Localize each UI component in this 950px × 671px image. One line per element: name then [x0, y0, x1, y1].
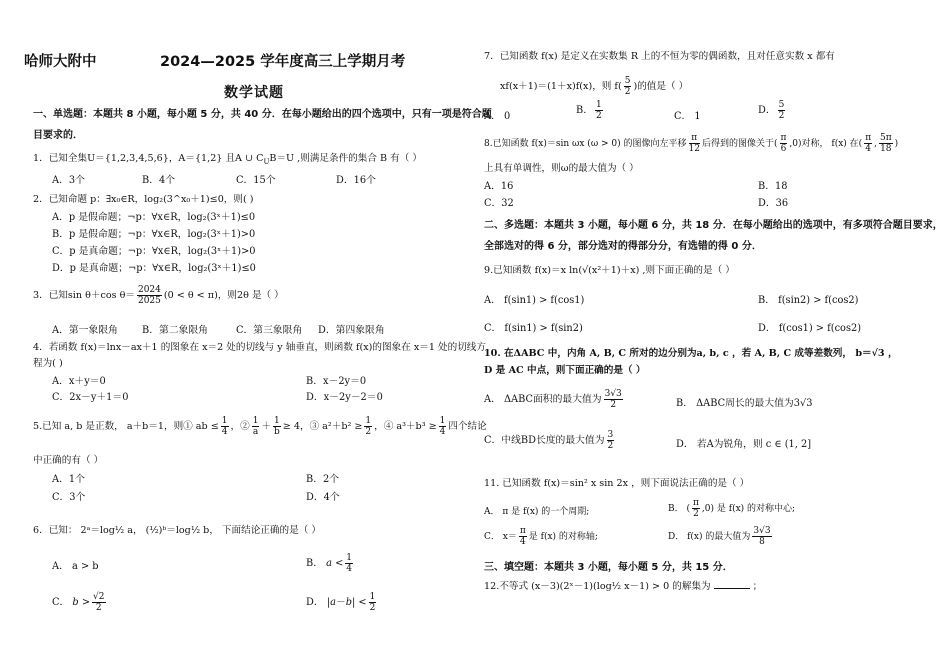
- q4-option-a[interactable]: A．x＋y＝0: [52, 376, 106, 387]
- q2-option-d[interactable]: D．p 是真命题；¬p：∀x∈R，log₂(3ˣ＋1)≤0: [52, 263, 256, 274]
- question-1: 1．已知全集U＝{1,2,3,4,5,6}，A＝{1,2} 且A ∪ $C_UB=U$ ,则满足条件的集合 B 有（ ）: [33, 153, 422, 166]
- q6-option-c[interactable]: C． b > $\frac{√2}{2}$: [52, 592, 105, 613]
- q8-option-a[interactable]: A．16: [484, 181, 514, 192]
- q5-option-d[interactable]: D．4个: [306, 492, 340, 503]
- q5-option-c[interactable]: C．3个: [52, 492, 86, 503]
- section-multi-choice: 二、多选题：本题共 3 小题，每小题 6 分，共 18 分．在每小题给出的选项中，有多项符合题目要求，: [484, 220, 943, 231]
- question-12: 12.不等式 (x－3)(2ˣ－1)(log½ x－1) > 0 的解集为 ；: [484, 581, 763, 592]
- q7-option-a[interactable]: A． 0: [484, 111, 511, 122]
- q10-option-a[interactable]: A． ΔABC面积的最大值为 $\frac{3√3}{2}$: [484, 389, 622, 410]
- q5-option-b[interactable]: B．2个: [306, 474, 340, 485]
- question-8-stem-cont: 上具有单调性，则ω的最大值为（ ）: [484, 163, 639, 174]
- q6-option-b[interactable]: B． a < $\frac{1}{4}$: [306, 553, 353, 574]
- q8-option-c[interactable]: C．32: [484, 198, 514, 209]
- question-5-stem-cont: 中正确的有（ ）: [33, 455, 104, 466]
- q8-option-b[interactable]: B．18: [758, 181, 788, 192]
- question-5: 5.已知 a, b 是正数， a＋b＝1，则① ab ≤ $\frac{1}{4}$ ，② $\frac{1}{a}$ ＋ $\frac{1}{b}$ ≥ 4，③ a²＋b² ≥ $\frac{1}{2}$ ，④ a³＋b³ ≥ $\frac{1}{4}$ 四个结论: [33, 416, 487, 437]
- q6-option-a[interactable]: A． a > b: [52, 561, 99, 572]
- school-name: 哈师大附中: [24, 54, 97, 70]
- q1-option-b[interactable]: B．4个: [142, 175, 176, 186]
- q11-option-a[interactable]: A． π 是 f(x) 的一个周期;: [484, 507, 590, 517]
- question-4-stem: 4．若函数 f(x)＝lnx－ax＋1 的图象在 x＝2 处的切线与 y 轴垂直，则函数 f(x)的图象在 x＝1 处的切线方: [33, 342, 486, 353]
- section-multi-choice-cont: 全部选对的得 6 分，部分选对的得部分分，有选错的得 0 分．: [484, 241, 762, 252]
- q10-option-d[interactable]: D． 若A为锐角，则 c ∈ (1, 2]: [676, 439, 812, 450]
- q3-option-c[interactable]: C．第三象限角: [236, 325, 303, 336]
- question-9-stem: 9.已知函数 f(x)＝x ln(√(x²＋1)＋x) ,则下面正确的是（ ）: [484, 265, 735, 276]
- q7-option-d[interactable]: D． $\frac{5}{2}$: [758, 100, 785, 121]
- question-2-stem: 2．已知命题 p：∃x₀∈R，log₂(3^x₀＋1)≤0，则( ): [33, 194, 254, 205]
- section-single-choice: 一、单选题：本题共 8 小题，每小题 5 分，共 40 分．在每小题给出的四个选项中，只有一项是符合题: [33, 109, 492, 120]
- q2-option-a[interactable]: A．p 是假命题；¬p：∀x∈R，log₂(3ˣ＋1)≤0: [52, 212, 256, 223]
- q5-option-a[interactable]: A．1个: [52, 474, 85, 485]
- q1-option-a[interactable]: A．3个: [52, 175, 85, 186]
- q3-option-b[interactable]: B．第二象限角: [142, 325, 208, 336]
- q9-option-c[interactable]: C． f(sin1) > f(sin2): [484, 323, 583, 334]
- q6-option-d[interactable]: D． |a－b| < $\frac{1}{2}$: [306, 592, 376, 613]
- q2-option-c[interactable]: C．p 是真命题；¬p：∀x∈R，log₂(3ˣ＋1)>0: [52, 246, 256, 257]
- q7-option-c[interactable]: C． 1: [674, 111, 701, 122]
- question-8: 8.已知函数 f(x)＝sin ωx (ω > 0) 的图像向左平移 $\frac{\pi}{12}$ 后得到的图像关于( $\frac{\pi}{6}$ ,0)对称， f(x) 在( $\frac{\pi}{4}$ , $\frac{5\pi}{18}$ ): [484, 133, 899, 154]
- q8-option-d[interactable]: D．36: [758, 198, 789, 209]
- q11-option-b[interactable]: B． ( $\frac{\pi}{2}$ ,0) 是 f(x) 的对称中心;: [668, 498, 796, 519]
- question-10-stem: 10. 在ΔABC 中，内角 A, B, C 所对的边分别为a, b, c ，若 A, B, C 成等差数列， b＝√3 ，: [484, 348, 898, 359]
- q10-option-b[interactable]: B． ΔABC周长的最大值为3√3: [676, 398, 813, 409]
- q11-option-c[interactable]: C． x＝ $\frac{\pi}{4}$ 是 f(x) 的对称轴;: [484, 526, 598, 547]
- q9-option-b[interactable]: B． f(sin2) > f(cos2): [758, 295, 859, 306]
- q1-option-d[interactable]: D．16个: [336, 175, 376, 186]
- page-title: 数学试题: [224, 85, 284, 101]
- question-1-stem: 1．已知全集U＝{1,2,3,4,5,6}，A＝{1,2} 且A ∪ C: [33, 153, 264, 164]
- q3-fraction: $\frac{2024}{2025}$: [137, 285, 161, 306]
- exam-term: 2024—2025 学年度高三上学期月考: [160, 54, 406, 70]
- question-11-stem: 11. 已知函数 f(x)＝sin² x sin 2x ，则下面说法正确的是（ ）: [484, 478, 750, 489]
- q2-option-b[interactable]: B．p 是假命题；¬p：∀x∈R，log₂(3ˣ＋1)>0: [52, 229, 256, 240]
- question-10-stem-cont: D 是 AC 中点，则下面正确的是（ ）: [484, 365, 646, 376]
- question-7-stem: 7．已知函数 f(x) 是定义在实数集 R 上的不恒为零的偶函数，且对任意实数 x 都有: [484, 51, 835, 62]
- q4-option-b[interactable]: B．x－2y＝0: [306, 376, 367, 387]
- question-4-stem-cont: 程为( ): [33, 358, 63, 369]
- q3-option-a[interactable]: A．第一象限角: [52, 325, 118, 336]
- q9-option-a[interactable]: A． f(sin1) > f(cos1): [484, 295, 585, 306]
- q4-option-d[interactable]: D．x－2y－2＝0: [306, 392, 383, 403]
- answer-blank[interactable]: [714, 588, 750, 589]
- q3-option-d[interactable]: D．第四象限角: [318, 325, 385, 336]
- question-3: 3．已知sin θ＋cos θ＝ $\frac{2024}{2025}$ (0 < θ < π)，则2θ 是（ ）: [33, 285, 284, 306]
- section-single-choice-cont: 目要求的．: [33, 130, 83, 141]
- q4-option-c[interactable]: C．2x－y＋1＝0: [52, 392, 129, 403]
- q1-option-c[interactable]: C．15个: [236, 175, 276, 186]
- q10-option-c[interactable]: C．中线BD长度的最大值为 $\frac{3}{2}$: [484, 430, 614, 451]
- q7-option-b[interactable]: B． $\frac{1}{2}$: [576, 100, 602, 121]
- q11-option-d[interactable]: D． f(x) 的最大值为 $\frac{3√3}{8}$: [668, 526, 771, 547]
- section-fill-blank: 三、填空题：本题共 3 小题，每小题 5 分，共 15 分．: [484, 562, 733, 573]
- question-1-stem-b: B＝U ,则满足条件的集合 B 有（ ）: [269, 153, 422, 164]
- q9-option-d[interactable]: D． f(cos1) > f(cos2): [758, 323, 862, 334]
- question-6-stem: 6．已知： 2ᵃ＝log½ a， (½)ᵇ＝log½ b， 下面结论正确的是（ ）: [33, 525, 321, 536]
- question-7-stem-b: xf(x＋1)＝(1＋x)f(x)，则 f( $\frac{5}{2}$ )的值是（ ）: [500, 76, 689, 97]
